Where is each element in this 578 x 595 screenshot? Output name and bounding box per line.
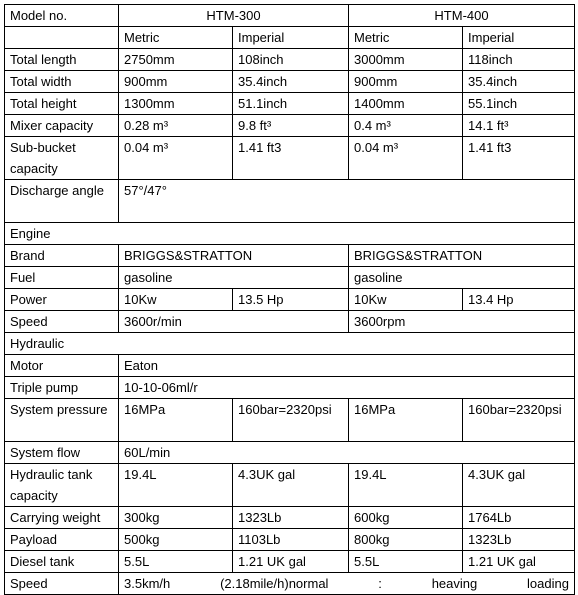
cell-value: 1300mm bbox=[119, 93, 233, 115]
triple-pump-row bbox=[5, 376, 575, 398]
motor-row bbox=[5, 354, 575, 376]
row-label: Speed bbox=[5, 572, 119, 594]
row-label: Mixer capacity bbox=[5, 115, 119, 137]
section-heading-hydraulic: Hydraulic bbox=[5, 332, 575, 354]
system-pressure-row bbox=[5, 398, 575, 441]
row-label: Payload bbox=[5, 528, 119, 550]
cell-value: 500kg bbox=[119, 528, 233, 550]
row-label: Power bbox=[5, 288, 119, 310]
cell-value: 3600rpm bbox=[349, 310, 575, 332]
row-label: Sub-bucket capacity bbox=[5, 137, 119, 180]
row-label: Carrying weight bbox=[5, 506, 119, 528]
engine-section-row bbox=[5, 222, 575, 244]
payload-row bbox=[5, 528, 575, 550]
row-label: Discharge angle bbox=[5, 180, 119, 223]
row-label: Total width bbox=[5, 71, 119, 93]
cell-value: 1323Lb bbox=[463, 528, 575, 550]
cell-value: 55.1inch bbox=[463, 93, 575, 115]
diesel-tank-row bbox=[5, 550, 575, 572]
cell-value: 13.5 Hp bbox=[233, 288, 349, 310]
row-label: Triple pump bbox=[5, 376, 119, 398]
cell-value: 3600r/min bbox=[119, 310, 349, 332]
cell-value: 10Kw bbox=[119, 288, 233, 310]
cell-value: 900mm bbox=[349, 71, 463, 93]
row-label: System pressure bbox=[5, 398, 119, 441]
cell-value: 19.4L bbox=[119, 463, 233, 506]
row-label: Diesel tank bbox=[5, 550, 119, 572]
cell-value: 1400mm bbox=[349, 93, 463, 115]
cell-value: 10-10-06ml/r bbox=[119, 376, 575, 398]
row-label: Brand bbox=[5, 244, 119, 266]
travel-speed-row bbox=[5, 572, 575, 594]
cell-value: 1.21 UK gal bbox=[233, 550, 349, 572]
cell-value: 800kg bbox=[349, 528, 463, 550]
speed-part: loading bbox=[527, 575, 569, 591]
cell-value: 900mm bbox=[119, 71, 233, 93]
travel-speed-value bbox=[119, 572, 575, 594]
cell-value: 3000mm bbox=[349, 49, 463, 71]
cell-value: 13.4 Hp bbox=[463, 288, 575, 310]
cell-value: 0.28 m³ bbox=[119, 115, 233, 137]
unit-imperial-300: Imperial bbox=[233, 27, 349, 49]
cell-value: gasoline bbox=[349, 266, 575, 288]
cell-value: 1.41 ft3 bbox=[463, 137, 575, 180]
cell-value: 108inch bbox=[233, 49, 349, 71]
unit-metric-300: Metric bbox=[119, 27, 233, 49]
cell-value: 160bar=2320psi bbox=[233, 398, 349, 441]
model-no-label: Model no. bbox=[5, 5, 119, 27]
unit-imperial-400: Imperial bbox=[463, 27, 575, 49]
discharge-angle-row bbox=[5, 180, 575, 223]
brand-row bbox=[5, 244, 575, 266]
cell-value: 16MPa bbox=[349, 398, 463, 441]
cell-value: 35.4inch bbox=[233, 71, 349, 93]
total-length-row bbox=[5, 49, 575, 71]
unit-metric-400: Metric bbox=[349, 27, 463, 49]
header-model-row bbox=[5, 5, 575, 27]
speed-part: 3.5km/h bbox=[124, 575, 171, 591]
row-label: Speed bbox=[5, 310, 119, 332]
sub-bucket-row bbox=[5, 137, 575, 180]
cell-value: 4.3UK gal bbox=[233, 463, 349, 506]
discharge-angle-value: 57°/47° bbox=[119, 180, 575, 223]
row-label: Total length bbox=[5, 49, 119, 71]
engine-speed-row bbox=[5, 310, 575, 332]
hydraulic-tank-row bbox=[5, 463, 575, 506]
power-row bbox=[5, 288, 575, 310]
cell-value: 51.1inch bbox=[233, 93, 349, 115]
speed-part: heaving bbox=[431, 575, 478, 591]
cell-value: 0.04 m³ bbox=[349, 137, 463, 180]
cell-value: 4.3UK gal bbox=[463, 463, 575, 506]
row-label: Hydraulic tank capacity bbox=[5, 463, 119, 506]
row-label: Motor bbox=[5, 354, 119, 376]
spec-table bbox=[4, 4, 575, 595]
header-units-row bbox=[5, 27, 575, 49]
cell-value: 9.8 ft³ bbox=[233, 115, 349, 137]
speed-part: (2.18mile/h)normal bbox=[220, 575, 329, 591]
cell-value: 14.1 ft³ bbox=[463, 115, 575, 137]
total-height-row bbox=[5, 93, 575, 115]
total-width-row bbox=[5, 71, 575, 93]
cell-value: Eaton bbox=[119, 354, 575, 376]
cell-value: 1.41 ft3 bbox=[233, 137, 349, 180]
cell-value: BRIGGS&STRATTON bbox=[119, 244, 349, 266]
carrying-weight-row bbox=[5, 506, 575, 528]
cell-value: 16MPa bbox=[119, 398, 233, 441]
row-label: Total height bbox=[5, 93, 119, 115]
cell-value: 5.5L bbox=[119, 550, 233, 572]
cell-value: 600kg bbox=[349, 506, 463, 528]
row-label: System flow bbox=[5, 441, 119, 463]
cell-value: 0.04 m³ bbox=[119, 137, 233, 180]
fuel-row bbox=[5, 266, 575, 288]
system-flow-row bbox=[5, 441, 575, 463]
cell-value: 19.4L bbox=[349, 463, 463, 506]
cell-value: 1764Lb bbox=[463, 506, 575, 528]
cell-value: BRIGGS&STRATTON bbox=[349, 244, 575, 266]
cell-value: 300kg bbox=[119, 506, 233, 528]
row-label: Fuel bbox=[5, 266, 119, 288]
units-blank-cell bbox=[5, 27, 119, 49]
cell-value: 5.5L bbox=[349, 550, 463, 572]
cell-value: gasoline bbox=[119, 266, 349, 288]
cell-value: 1103Lb bbox=[233, 528, 349, 550]
hydraulic-section-row bbox=[5, 332, 575, 354]
cell-value: 2750mm bbox=[119, 49, 233, 71]
cell-value: 10Kw bbox=[349, 288, 463, 310]
cell-value: 118inch bbox=[463, 49, 575, 71]
cell-value: 160bar=2320psi bbox=[463, 398, 575, 441]
cell-value: 60L/min bbox=[119, 441, 575, 463]
model-htm-400: HTM-400 bbox=[349, 5, 575, 27]
cell-value: 0.4 m³ bbox=[349, 115, 463, 137]
cell-value: 1.21 UK gal bbox=[463, 550, 575, 572]
cell-value: 35.4inch bbox=[463, 71, 575, 93]
model-htm-300: HTM-300 bbox=[119, 5, 349, 27]
cell-value: 1323Lb bbox=[233, 506, 349, 528]
mixer-capacity-row bbox=[5, 115, 575, 137]
travel-speed-text bbox=[124, 573, 569, 594]
section-heading-engine: Engine bbox=[5, 222, 575, 244]
speed-part: : bbox=[378, 575, 382, 591]
